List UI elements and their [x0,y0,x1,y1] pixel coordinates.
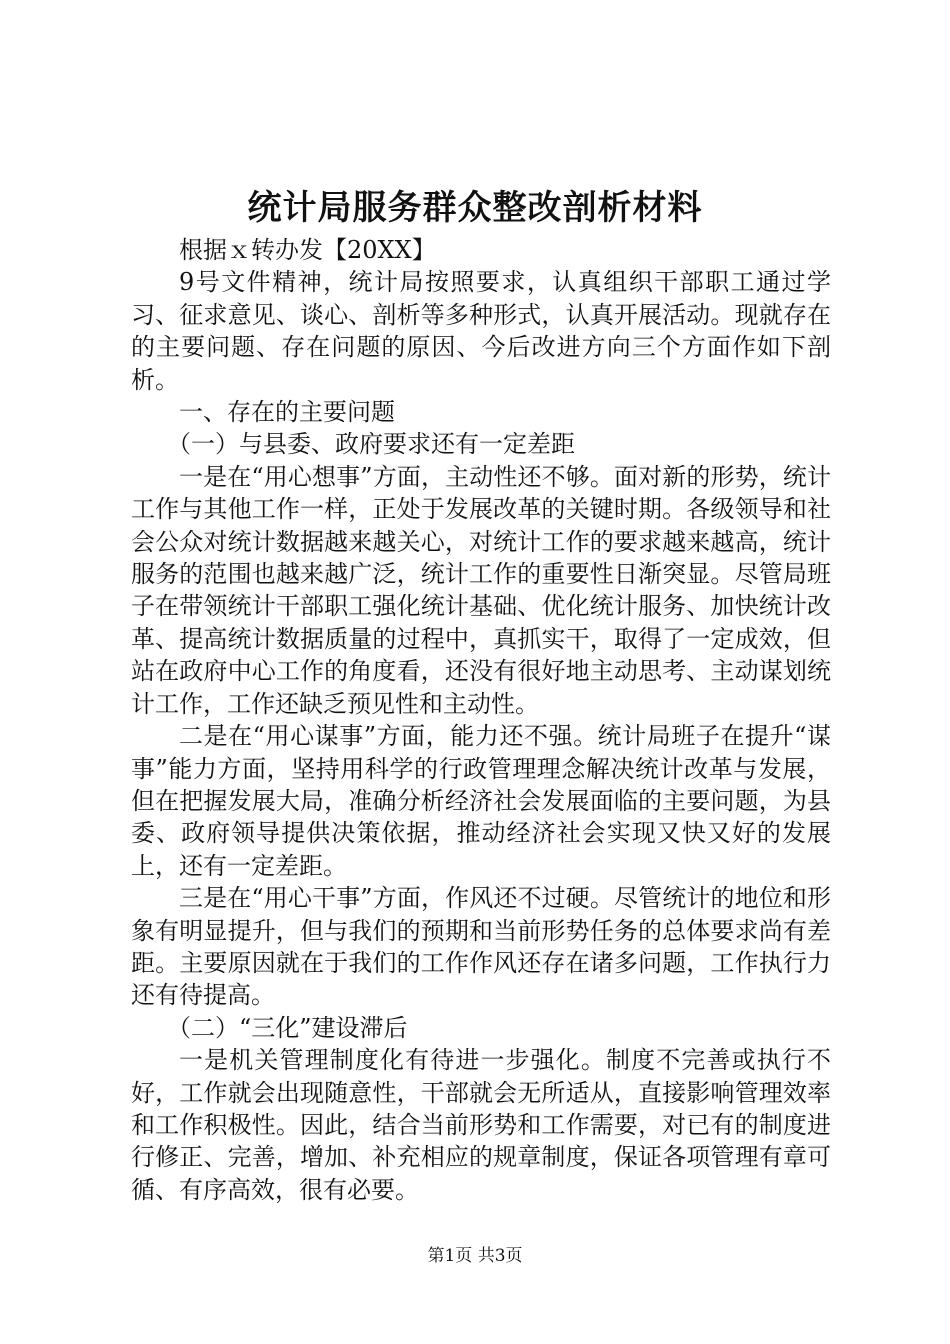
paragraph-point-3: 三是在“用心干事”方面，作风还不过硬。尽管统计的地位和形象有明显提升，但与我们的预期和当前形势任务的总体要求尚有差距。主要原因就在于我们的工作作风还存在诸多问题，工作执行力还有待提高。 [131,884,831,1010]
document-title: 统计局服务群众整改剖析材料 [247,188,703,228]
paragraph-reference: 根据ｘ转办发【20XX】 [179,236,436,264]
page-footer: 第1页 共3页 [427,1246,523,1266]
paragraph-point-1: 一是在“用心想事”方面，主动性还不够。面对新的形势，统计工作与其他工作一样，正处于发展改革的关键时期。各级领导和社会公众对统计数据越来越关心，对统计工作的要求越来越高，统计服务的范围也越来越广泛，统计工作的重要性日渐突显。尽管局班子在带领统计干部职工强化统计基础、优化统计服务、加快统计改革、提高统计数据质量的过程中，真抓实干，取得了一定成效，但站在政府中心工作的角度看，还没有很好地主动思考、主动谋划统计工作，工作还缺乏预见性和主动性。 [131,462,831,718]
section-heading-main-problems: 一、存在的主要问题 [179,398,395,427]
document-body [131,234,831,1206]
paragraph-intro: 9号文件精神，统计局按照要求，认真组织干部职工通过学习、征求意见、谈心、剖析等多种形式，认真开展活动。现就存在的主要问题、存在问题的原因、今后改进方向三个方面作如下剖析。 [131,268,831,394]
paragraph-point-2: 二是在“用心谋事”方面，能力还不强。统计局班子在提升“谋事”能力方面，坚持用科学的行政管理理念解决统计改革与发展，但在把握发展大局，准确分析经济社会发展面临的主要问题，为县委、政府领导提供决策依据，推动经济社会实现又快又好的发展上，还有一定差距。 [131,722,831,880]
subsection-heading-gap: （一）与县委、政府要求还有一定差距 [167,430,575,459]
subsection-heading-three-modernizations: （二）“三化”建设滞后 [167,1013,408,1042]
paragraph-institutionalization: 一是机关管理制度化有待进一步强化。制度不完善或执行不好，工作就会出现随意性，干部就会无所适从，直接影响管理效率和工作积极性。因此，结合当前形势和工作需要，对已有的制度进行修正、完善，增加、补充相应的规章制度，保证各项管理有章可循、有序高效，很有必要。 [131,1046,831,1204]
